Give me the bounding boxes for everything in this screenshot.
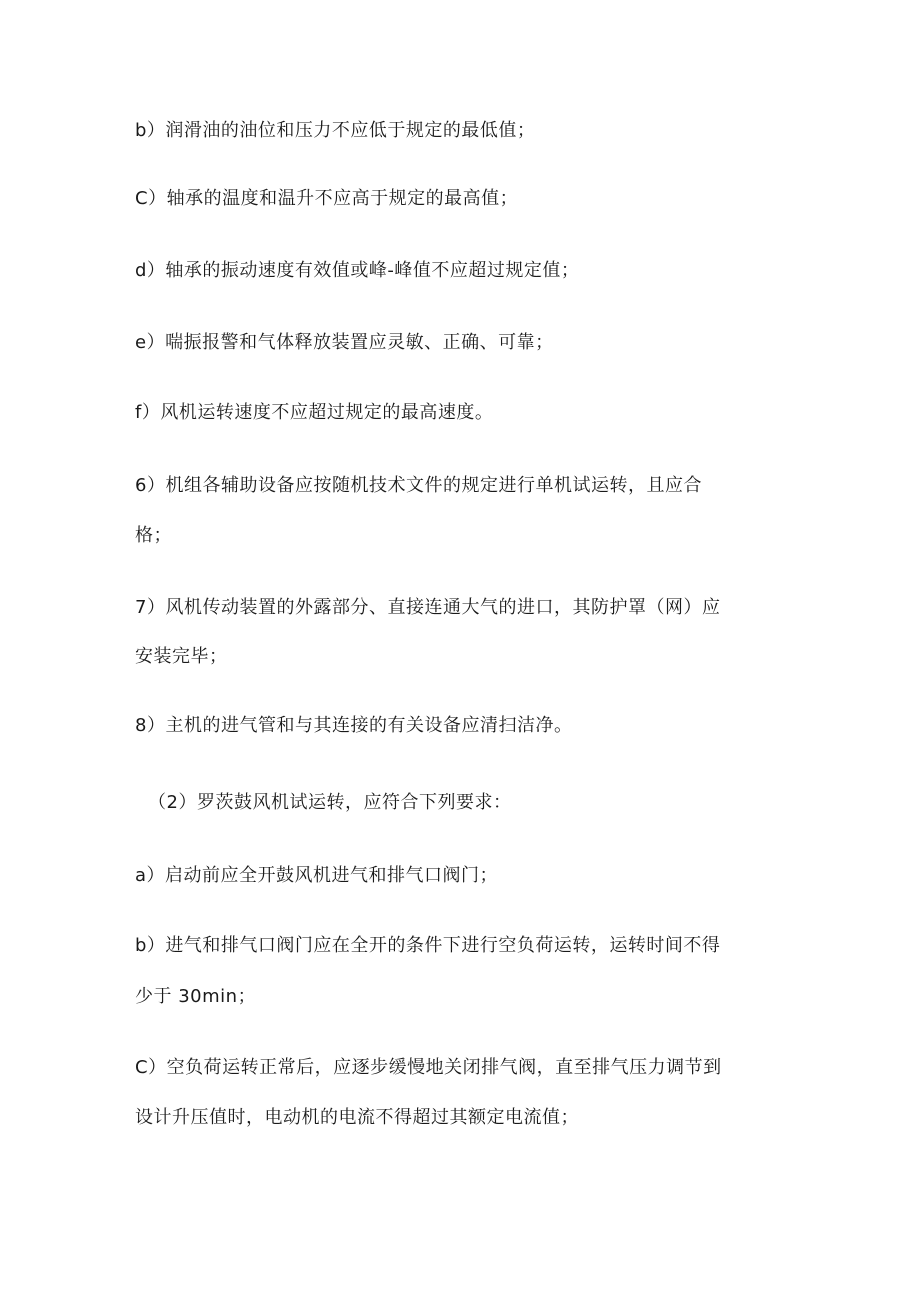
text-line: C）轴承的温度和温升不应高于规定的最高值； — [135, 188, 519, 209]
text-line: d）轴承的振动速度有效值或峰-峰值不应超过规定值； — [135, 260, 580, 281]
text-line: a）启动前应全开鼓风机进气和排气口阀门； — [135, 865, 499, 886]
text-line: 格； — [135, 525, 172, 546]
text-line: 7）风机传动装置的外露部分、直接连通大气的进口，其防护罩（网）应 — [135, 597, 721, 618]
text-line: C）空负荷运转正常后，应逐步缓慢地关闭排气阀，直至排气压力调节到 — [135, 1057, 722, 1078]
text-line: 设计升压值时，电动机的电流不得超过其额定电流值； — [135, 1107, 579, 1128]
section-heading: （2）罗茨鼓风机试运转，应符合下列要求： — [148, 792, 512, 813]
text-line: f）风机运转速度不应超过规定的最高速度。 — [135, 402, 494, 423]
text-line: 少于 30min； — [135, 986, 257, 1007]
text-line: 安装完毕； — [135, 646, 228, 667]
text-line: 8）主机的进气管和与其连接的有关设备应清扫洁净。 — [135, 715, 573, 736]
text-line: b）润滑油的油位和压力不应低于规定的最低值； — [135, 120, 536, 141]
text-line: b）进气和排气口阀门应在全开的条件下进行空负荷运转，运转时间不得 — [135, 935, 721, 956]
text-line: e）喘振报警和气体释放装置应灵敏、正确、可靠； — [135, 332, 554, 353]
text-line: 6）机组各辅助设备应按随机技术文件的规定进行单机试运转，且应合 — [135, 475, 702, 496]
